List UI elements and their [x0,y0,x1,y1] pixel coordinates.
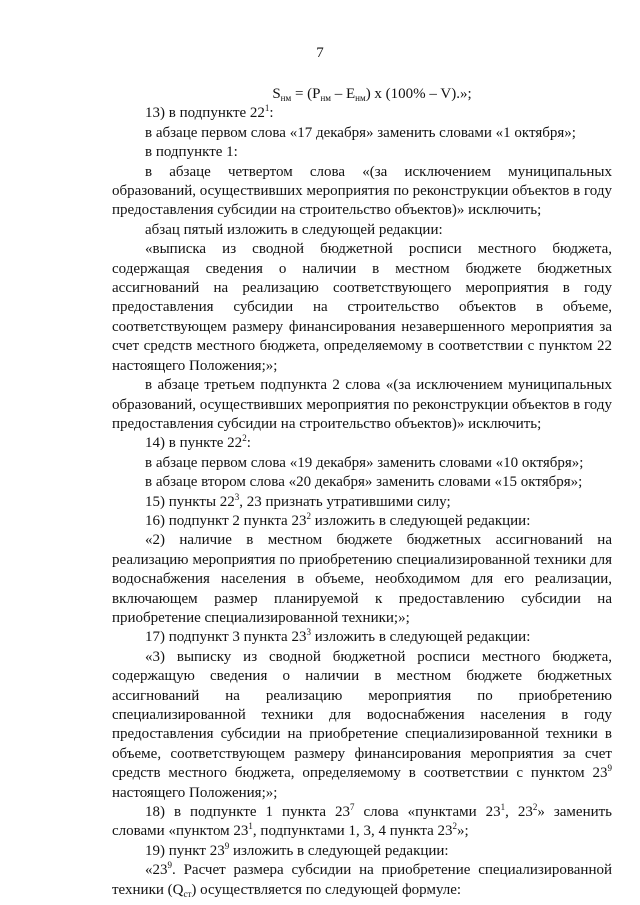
item-15 [112,493,612,512]
item-18 [112,803,612,842]
item-13-d: абзац пятый изложить в следующей редакции: [145,221,443,238]
item-19-a [112,861,612,900]
item-17 [112,628,612,647]
item-17-post: изложить в следующей редакции: [310,629,531,646]
item-15-sup: 3 [234,491,240,502]
item-14 [112,434,612,453]
item-13-sup: 1 [264,103,270,114]
item-19 [112,842,612,861]
item-18-e: , подпунктами 1, 3, 4 пункта 23 [252,823,453,840]
item-18-d: » заменить словами «пунктом 23 [112,804,613,840]
item-13-b: в подпункте 1: [145,144,238,161]
item-19-a-mid: . Расчет размера субсидии на приобретение специализированной техники (Q [112,862,612,898]
formula-tail: ) x (100% – V).»; [365,86,472,102]
formula-p-sub: нм [320,93,331,103]
item-16-pre: 16) подпункт 2 пункта 23 [145,512,307,529]
formula-p: = (P [291,86,321,102]
item-14-sup: 2 [242,433,247,444]
item-14-text: 14) в пункте 22 [145,435,243,452]
page-number: 7 [316,45,324,61]
item-18-f: »; [457,823,469,840]
item-18-a: 18) в подпункте 1 пункта 23 [145,804,351,821]
item-19-post: изложить в следующей редакции: [229,842,449,859]
item-18-sup-3: 2 [532,802,538,813]
item-17-a-post: настоящего Положения;»; [112,784,278,801]
item-17-a-sup: 9 [607,763,612,774]
item-13-f: в абзаце третьем подпункта 2 слова «(за исключением муниципальных образований, осуществивших мероприятия по реконструкции объектов в году предоставления субсидии на строительство объектов)» исключить; [112,377,612,432]
item-16 [112,512,612,531]
item-13-text: 13) в подпункте 22 [145,105,265,122]
formula-s: S [272,86,281,102]
item-18-sup-1: 7 [350,802,355,813]
item-19-pre: 19) пункт 23 [145,842,225,859]
item-13-e: «выписка из сводной бюджетной росписи местного бюджета, содержащая сведения о наличии в местном бюджете бюджетных ассигнований на реализацию соответствующего мероприятия в году предоставления субсидии на строительство объектов в объеме, соответствующем размеру финансирования незавершенного мероприятия за счет средств местного бюджета, определяемому в соответствии с пунктом 22 настоящего Положения;»; [112,241,612,374]
item-18-c: , 23 [505,804,533,821]
item-13 [112,104,612,123]
item-19-sup: 9 [224,840,230,851]
item-14-end: : [246,435,251,452]
formula-e: – E [331,86,356,102]
formula-e-sub: нм [355,93,366,103]
item-18-sup-4: 1 [248,821,253,832]
formula-line [112,85,612,104]
item-13-end: : [269,105,274,122]
item-14-b: в абзаце втором слова «20 декабря» заменить словами «15 октября»; [145,474,583,491]
item-16-sup: 2 [306,510,311,521]
item-18-sup-5: 2 [452,821,457,832]
item-19-a-pre: «23 [145,862,168,879]
item-17-pre: 17) подпункт 3 пункта 23 [145,629,307,646]
item-19-a-sub: ст [183,888,192,899]
item-15-pre: 15) пункты 22 [145,493,235,510]
item-14-a: в абзаце первом слова «19 декабря» заменить словами «10 октября»; [145,454,584,471]
item-18-sup-2: 1 [500,802,506,813]
item-17-sup: 3 [306,627,311,638]
item-15-post: , 23 признать утратившими силу; [239,493,451,510]
item-18-b: слова «пунктами 23 [354,804,501,821]
item-17-a [112,648,612,803]
item-19-a-post: ) осуществляется по следующей формуле: [191,881,462,898]
item-17-a-pre: «3) выписку из сводной бюджетной росписи местного бюджета, содержащую сведения о наличии в местном бюджете бюджетных ассигнований на реализацию мероприятия по приобретению специализированной техники для водоснабжения населения в году предоставления субсидии на приобретение специализированной техники в объеме, соответствующем размеру финансирования мероприятия за счет средств местного бюджета, определяемому в соответствии с пунктом 23 [112,648,612,782]
item-19-a-sup: 9 [167,860,172,871]
item-16-post: изложить в следующей редакции: [310,512,531,529]
document-body [112,85,612,900]
item-13-a: в абзаце первом слова «17 декабря» заменить словами «1 октября»; [145,124,576,141]
item-16-a: «2) наличие в местном бюджете бюджетных ассигнований на реализацию мероприятия по приобретению специализированной техники для водоснабжения населения в объеме, необходимом для его реализации, включающем размер планируемой к предоставлению субсидии на приобретение специализированной техники;»; [112,532,612,626]
item-13-c: в абзаце четвертом слова «(за исключением муниципальных образований, осуществивших мероприятия по реконструкции объектов в году предоставления субсидии на строительство объектов)» исключить; [112,163,612,219]
formula-s-sub: нм [280,93,292,103]
